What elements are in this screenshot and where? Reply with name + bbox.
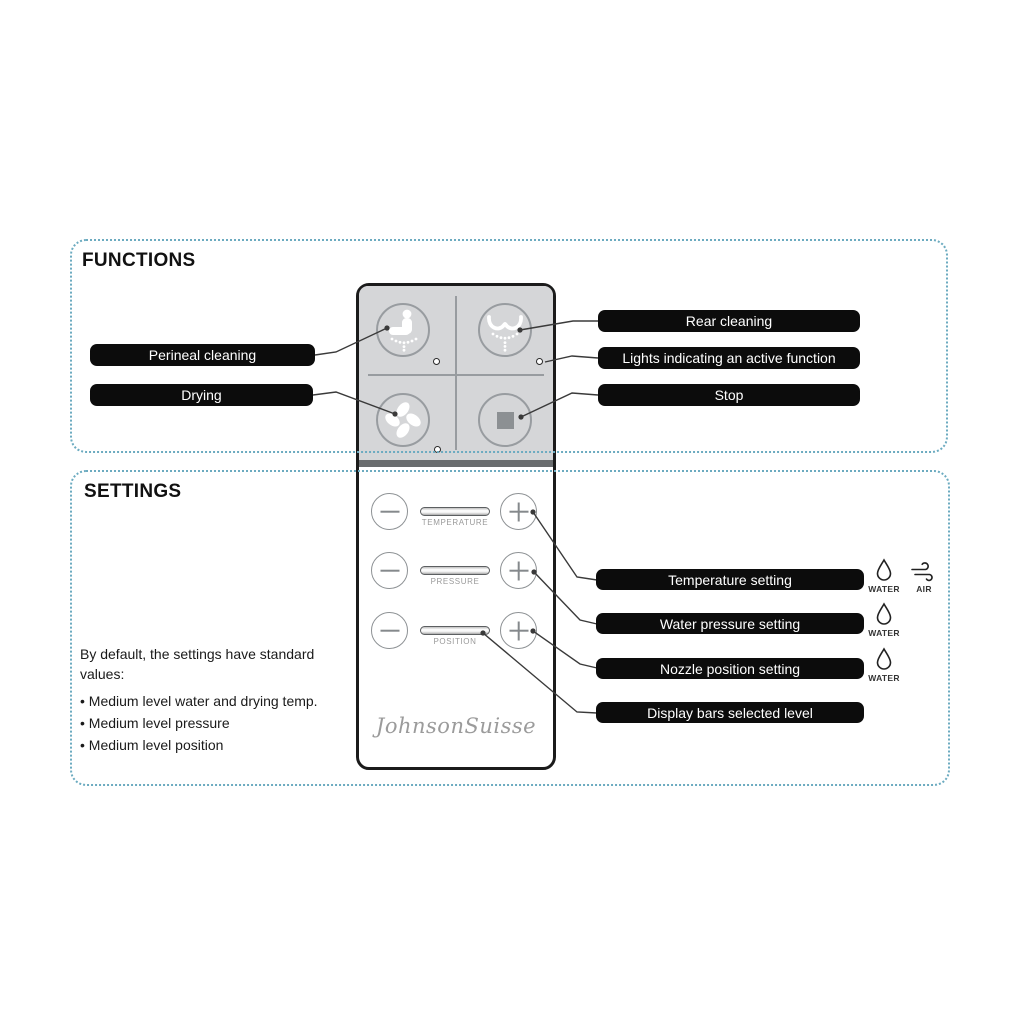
nozzle-position-setting-label: Nozzle position setting <box>596 658 864 679</box>
pad-vertical-divider <box>455 296 457 450</box>
pressure-level-bar <box>420 566 490 575</box>
brand-logo: JohnsonSuisse <box>375 714 537 738</box>
temperature-slider-row <box>359 492 553 532</box>
temperature-minus-button[interactable] <box>371 493 408 530</box>
water-drop-icon <box>874 647 894 671</box>
temperature-level-bar <box>420 507 490 516</box>
remote-function-pad <box>359 286 553 460</box>
pressure-plus-button[interactable] <box>500 552 537 589</box>
display-bars-label: Display bars selected level <box>596 702 864 723</box>
stop-label: Stop <box>598 384 860 406</box>
water-pressure-setting-label: Water pressure setting <box>596 613 864 634</box>
perineal-cleaning-button[interactable] <box>376 303 430 357</box>
active-function-light <box>434 446 441 453</box>
position-slider-label: POSITION <box>433 637 477 646</box>
pressure-slider-row <box>359 551 553 591</box>
remote-control <box>356 283 556 770</box>
temperature-setting-label: Temperature setting <box>596 569 864 590</box>
pressure-minus-button[interactable] <box>371 552 408 589</box>
pad-horizontal-divider <box>368 374 544 376</box>
default-settings-intro: By default, the settings have standard values: <box>80 646 315 683</box>
perineal-cleaning-label: Perineal cleaning <box>90 344 315 366</box>
seated-person-spray-icon <box>378 305 428 355</box>
active-function-light <box>536 358 543 365</box>
default-setting-item: • Medium level pressure <box>80 716 348 731</box>
functions-section-title: FUNCTIONS <box>82 250 196 271</box>
water-drop-icon <box>874 602 894 626</box>
air-tag: AIR <box>916 584 932 594</box>
water-tag: WATER <box>868 673 900 683</box>
default-setting-item: • Medium level position <box>80 738 348 753</box>
water-drop-icon <box>874 558 894 582</box>
pressure-slider-label: PRESSURE <box>430 577 480 586</box>
drying-button[interactable] <box>376 393 430 447</box>
water-tag: WATER <box>868 628 900 638</box>
position-level-bar <box>420 626 490 635</box>
default-setting-item: • Medium level water and drying temp. <box>80 694 348 709</box>
temperature-slider-label: TEMPERATURE <box>421 518 489 527</box>
stop-button[interactable] <box>478 393 532 447</box>
rear-cleaning-label: Rear cleaning <box>598 310 860 332</box>
remote-settings-pad <box>359 467 553 767</box>
remote-divider-band <box>359 460 553 467</box>
default-settings-list <box>80 694 348 753</box>
drying-label: Drying <box>90 384 313 406</box>
active-function-light <box>433 358 440 365</box>
rear-cleaning-button[interactable] <box>478 303 532 357</box>
settings-section-title: SETTINGS <box>84 481 182 502</box>
water-tag: WATER <box>868 584 900 594</box>
fan-icon <box>378 395 428 445</box>
position-plus-button[interactable] <box>500 612 537 649</box>
default-settings-text <box>80 644 348 760</box>
position-slider-row <box>359 611 553 651</box>
active-lights-label: Lights indicating an active function <box>598 347 860 369</box>
position-minus-button[interactable] <box>371 612 408 649</box>
temperature-plus-button[interactable] <box>500 493 537 530</box>
air-flow-icon <box>910 561 938 582</box>
stop-square-icon <box>497 412 514 429</box>
rear-spray-icon <box>480 305 530 355</box>
